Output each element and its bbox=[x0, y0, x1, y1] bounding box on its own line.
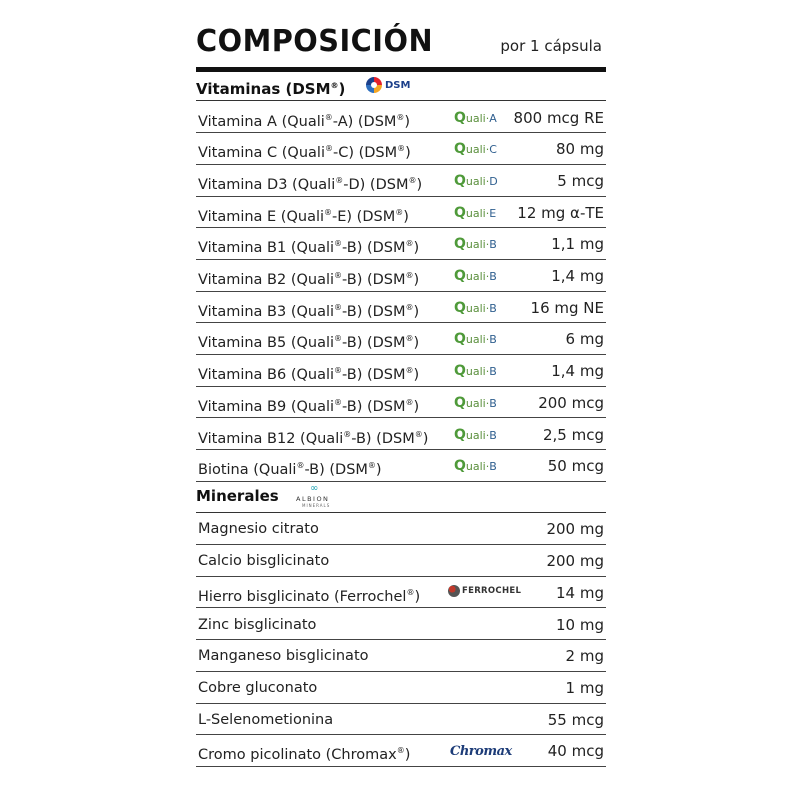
quali-letter: B bbox=[489, 396, 497, 410]
nutrient-amount: 14 mg bbox=[556, 583, 604, 602]
page-title: COMPOSICIÓN bbox=[196, 24, 434, 59]
quali-text: uali· bbox=[465, 270, 490, 283]
table-row bbox=[196, 260, 606, 292]
table-row bbox=[196, 323, 606, 355]
quali-logo bbox=[454, 206, 496, 221]
quali-q-icon: Q bbox=[454, 331, 466, 348]
quali-logo bbox=[454, 174, 498, 189]
quali-logo bbox=[454, 364, 497, 379]
registered-mark: ® bbox=[397, 144, 406, 154]
table-row bbox=[196, 609, 606, 641]
nutrient-name: L-Selenometionina bbox=[198, 711, 334, 728]
dsm-circle-icon bbox=[366, 77, 382, 93]
registered-mark: ® bbox=[396, 112, 405, 122]
albion-logo bbox=[296, 484, 340, 508]
ferrochel-mark-icon bbox=[448, 585, 460, 597]
quali-letter: D bbox=[489, 174, 498, 188]
registered-mark: ® bbox=[334, 271, 343, 280]
nutrient-amount: 10 mg bbox=[556, 615, 604, 634]
table-row bbox=[196, 355, 606, 387]
quali-text: uali· bbox=[465, 301, 490, 315]
registered-mark: ® bbox=[396, 746, 405, 756]
quali-logo bbox=[454, 142, 497, 157]
registered-mark: ® bbox=[334, 302, 343, 312]
nutrient-amount: 1,1 mg bbox=[551, 235, 604, 254]
section-vitamins-title: Vitaminas (DSM®) bbox=[196, 80, 346, 98]
nutrient-name: Cobre gluconato bbox=[198, 679, 318, 696]
table-row bbox=[196, 133, 606, 165]
nutrient-amount: 2 mg bbox=[565, 647, 604, 666]
section-minerals-title: Minerales bbox=[196, 486, 279, 505]
registered-mark: ® bbox=[296, 461, 305, 471]
table-row bbox=[196, 450, 606, 482]
quali-text: uali· bbox=[465, 206, 490, 220]
registered-mark: ® bbox=[405, 239, 414, 249]
table-row bbox=[196, 640, 606, 672]
nutrient-name: Vitamina B3 (Quali®-B) (DSM®) bbox=[198, 302, 420, 320]
registered-mark: ® bbox=[324, 112, 333, 122]
quali-q-icon: Q bbox=[454, 109, 466, 126]
quali-letter: B bbox=[489, 301, 497, 315]
quali-text: uali· bbox=[465, 365, 490, 379]
nutrient-amount: 40 mcg bbox=[547, 742, 604, 761]
quali-q-icon: Q bbox=[454, 204, 466, 221]
nutrient-name: Zinc bisglicinato bbox=[198, 616, 317, 633]
registered-mark: ® bbox=[414, 429, 423, 439]
nutrient-name: Vitamina B12 (Quali®-B) (DSM®) bbox=[198, 429, 429, 447]
quali-text: uali· bbox=[465, 333, 490, 347]
quali-text: uali· bbox=[465, 238, 490, 252]
nutrient-amount: 800 mcg RE bbox=[513, 108, 604, 127]
quali-letter: C bbox=[489, 143, 497, 157]
nutrient-amount: 200 mcg bbox=[538, 393, 604, 412]
nutrient-name: Manganeso bisglicinato bbox=[198, 648, 369, 665]
registered-mark: ® bbox=[324, 207, 333, 217]
quali-q-icon: Q bbox=[454, 426, 466, 443]
quali-q-icon: Q bbox=[454, 236, 466, 253]
quali-logo bbox=[454, 332, 497, 347]
registered-mark: ® bbox=[405, 271, 414, 280]
registered-mark: ® bbox=[334, 334, 343, 344]
quali-logo bbox=[454, 301, 497, 316]
quali-letter: B bbox=[489, 428, 497, 442]
nutrient-amount: 50 mcg bbox=[547, 457, 604, 476]
registered-mark: ® bbox=[405, 366, 414, 376]
nutrient-name: Vitamina B6 (Quali®-B) (DSM®) bbox=[198, 366, 420, 383]
registered-mark: ® bbox=[408, 175, 417, 185]
registered-mark: ® bbox=[334, 366, 343, 376]
nutrient-name: Vitamina C (Quali®-C) (DSM®) bbox=[198, 144, 411, 162]
ferrochel-logo bbox=[448, 585, 521, 597]
registered-mark: ® bbox=[324, 144, 333, 154]
quali-q-icon: Q bbox=[454, 141, 466, 158]
registered-mark: ® bbox=[405, 397, 414, 407]
nutrient-name: Vitamina B1 (Quali®-B) (DSM®) bbox=[198, 239, 420, 257]
quali-logo bbox=[454, 269, 497, 284]
albion-logo-sub: MINERALS bbox=[302, 502, 331, 508]
nutrient-name: Hierro bisglicinato (Ferrochel®) bbox=[198, 587, 421, 605]
registered-mark: ® bbox=[406, 587, 415, 597]
quali-letter: B bbox=[489, 238, 497, 252]
quali-text: uali· bbox=[465, 174, 490, 188]
nutrient-amount: 1,4 mg bbox=[551, 362, 604, 381]
nutrient-name: Vitamina A (Quali®-A) (DSM®) bbox=[198, 112, 411, 130]
table-row bbox=[196, 102, 606, 134]
quali-q-icon: Q bbox=[454, 458, 466, 475]
header bbox=[196, 22, 606, 66]
nutrient-amount: 12 mg α-TE bbox=[517, 203, 604, 222]
table-row bbox=[196, 292, 606, 324]
nutrient-name: Vitamina B2 (Quali®-B) (DSM®) bbox=[198, 271, 420, 288]
registered-mark: ® bbox=[395, 207, 404, 217]
dsm-logo bbox=[366, 75, 410, 95]
nutrient-name: Cromo picolinato (Chromax®) bbox=[198, 746, 411, 764]
nutrient-name: Vitamina B9 (Quali®-B) (DSM®) bbox=[198, 397, 420, 415]
table-row bbox=[196, 577, 606, 609]
nutrient-amount: 1 mg bbox=[565, 678, 604, 697]
quali-logo bbox=[454, 396, 497, 411]
nutrient-amount: 80 mg bbox=[556, 140, 604, 159]
quali-letter: A bbox=[489, 111, 497, 125]
quali-text: uali· bbox=[465, 428, 490, 442]
table-row bbox=[196, 735, 606, 767]
quali-letter: E bbox=[489, 206, 497, 220]
quali-q-icon: Q bbox=[454, 172, 466, 189]
nutrient-amount: 16 mg NE bbox=[530, 298, 604, 317]
nutrient-name: Biotina (Quali®-B) (DSM®) bbox=[198, 461, 382, 479]
nutrient-name: Vitamina D3 (Quali®-D) (DSM®) bbox=[198, 175, 423, 193]
section-minerals-header bbox=[196, 482, 606, 513]
registered-mark: ® bbox=[334, 397, 343, 407]
table-row bbox=[196, 545, 606, 577]
table-row bbox=[196, 419, 606, 451]
registered-mark: ® bbox=[335, 175, 344, 185]
quali-letter: B bbox=[489, 333, 497, 347]
nutrient-amount: 200 mg bbox=[546, 520, 604, 539]
section-vitamins-header bbox=[196, 72, 606, 101]
quali-logo bbox=[454, 428, 497, 443]
quali-text: uali· bbox=[465, 143, 490, 157]
nutrient-name: Vitamina E (Quali®-E) (DSM®) bbox=[198, 207, 409, 225]
registered-mark: ® bbox=[405, 302, 414, 312]
quali-q-icon: Q bbox=[454, 394, 466, 411]
quali-text: uali· bbox=[465, 396, 490, 410]
albion-infinity-icon: ∞ bbox=[310, 482, 319, 494]
ferrochel-logo-text: FERROCHEL bbox=[462, 585, 522, 596]
nutrient-amount: 1,4 mg bbox=[551, 267, 604, 285]
nutrient-amount: 5 mcg bbox=[557, 171, 604, 190]
table-row bbox=[196, 704, 606, 736]
registered-mark: ® bbox=[367, 461, 376, 471]
nutrient-amount: 6 mg bbox=[565, 330, 604, 349]
nutrient-amount: 200 mg bbox=[546, 552, 604, 571]
nutrient-amount: 55 mcg bbox=[547, 710, 604, 729]
albion-logo-text: ALBION bbox=[296, 494, 330, 503]
table-row bbox=[196, 165, 606, 197]
quali-q-icon: Q bbox=[454, 268, 466, 284]
registered-mark: ® bbox=[343, 429, 352, 439]
table-row bbox=[196, 228, 606, 260]
quali-letter: B bbox=[489, 365, 497, 379]
quali-q-icon: Q bbox=[454, 299, 466, 316]
table-row bbox=[196, 672, 606, 704]
table-row bbox=[196, 513, 606, 545]
table-row bbox=[196, 197, 606, 229]
registered-mark: ® bbox=[405, 334, 414, 344]
quali-logo bbox=[454, 111, 497, 126]
chromax-logo bbox=[450, 740, 512, 759]
quali-letter: B bbox=[489, 460, 497, 474]
per-capsule-label: por 1 cápsula bbox=[500, 37, 602, 55]
quali-logo bbox=[454, 459, 497, 474]
nutrient-amount: 2,5 mcg bbox=[542, 425, 604, 444]
quali-text: uali· bbox=[465, 460, 490, 474]
quali-text: uali· bbox=[465, 111, 490, 125]
quali-logo bbox=[454, 237, 497, 252]
chromax-logo-text: Chromax bbox=[450, 744, 512, 760]
table-row bbox=[196, 387, 606, 419]
registered-mark: ® bbox=[334, 239, 343, 249]
nutrient-name: Calcio bisglicinato bbox=[198, 553, 330, 570]
quali-q-icon: Q bbox=[454, 363, 466, 380]
registered-mark: ® bbox=[330, 81, 339, 90]
quali-letter: B bbox=[489, 270, 497, 283]
nutrient-name: Magnesio citrato bbox=[198, 521, 319, 538]
dsm-logo-text: DSM bbox=[385, 79, 411, 91]
nutrient-name: Vitamina B5 (Quali®-B) (DSM®) bbox=[198, 334, 420, 352]
